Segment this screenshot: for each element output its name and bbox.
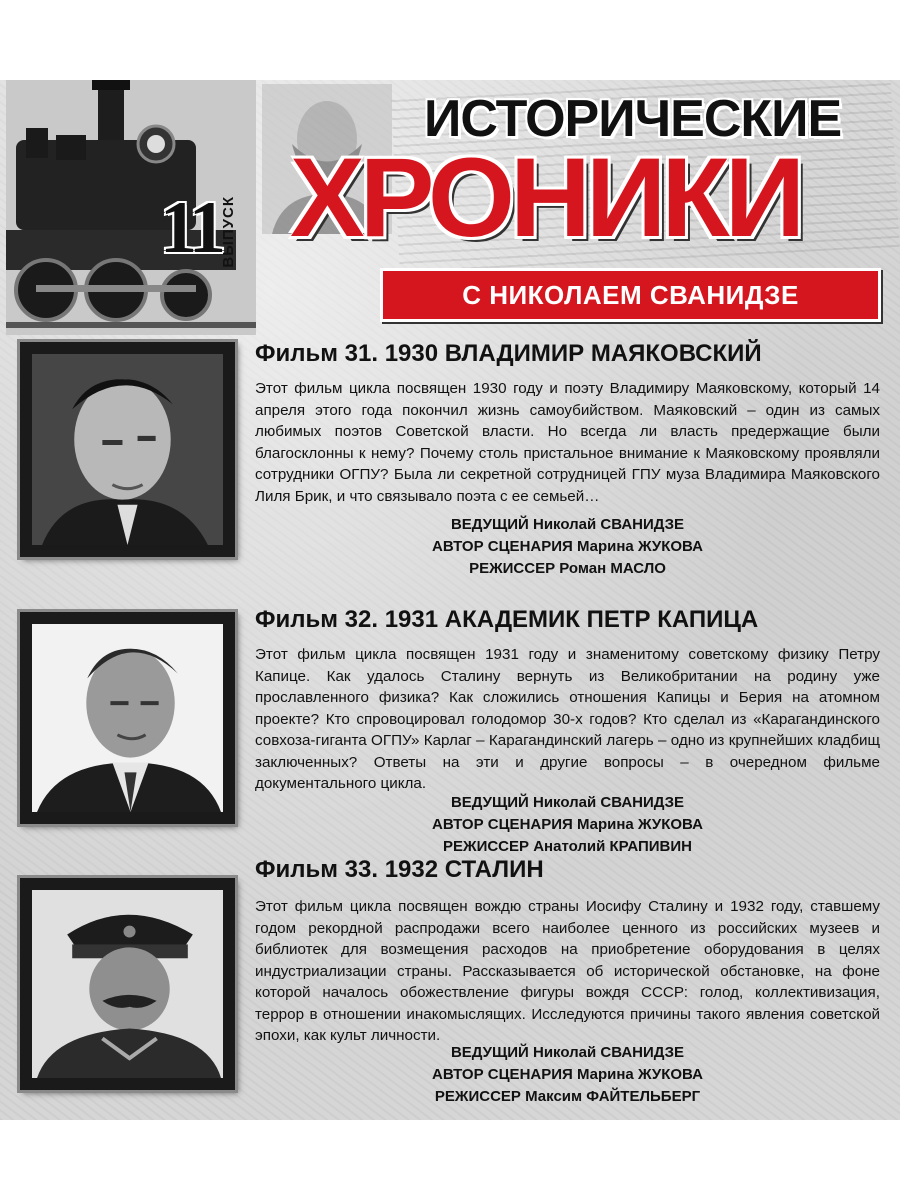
film-32-title: Фильм 32. 1931 АКАДЕМИК ПЕТР КАПИЦА bbox=[255, 606, 759, 633]
credit-writer: АВТОР СЦЕНАРИЯ Марина ЖУКОВА bbox=[432, 538, 703, 555]
issue-label: ВЫПУСК bbox=[220, 196, 237, 268]
title-main: ХРОНИКИ bbox=[290, 135, 801, 260]
credit-host: ВЕДУЩИЙ Николай СВАНИДЗЕ bbox=[450, 1044, 685, 1061]
issue-number: 11 bbox=[160, 187, 222, 269]
film-33-title: Фильм 33. 1932 СТАЛИН bbox=[255, 856, 544, 883]
issue-badge bbox=[160, 188, 260, 273]
credit-director: РЕЖИССЕР Роман МАСЛО bbox=[469, 560, 666, 577]
film-31-photo bbox=[20, 342, 235, 557]
film-32-photo bbox=[20, 612, 235, 824]
dvd-cover bbox=[0, 80, 900, 1120]
credit-host: ВЕДУЩИЙ Николай СВАНИДЗЕ bbox=[450, 794, 685, 811]
film-33-description: Этот фильм цикла посвящен вождю страны Иосифу Сталину и 1932 году, ставшему годом рекордной распродажи всего наиболее ценного из российских музеев и библиотек для возмещения расходов на приобретение оборудования в целях индустриализации страны. Рассказывается об исторической обстановке, на фоне которой началось обожествление фигуры вождя СССР: голод, коллективизация, террор в отношении инакомыслящих. Исследуются причины такого явления советской эпохи, как культ личности. bbox=[255, 898, 880, 1044]
credit-director: РЕЖИССЕР Анатолий КРАПИВИН bbox=[443, 838, 692, 855]
film-31-description: Этот фильм цикла посвящен 1930 году и поэту Владимиру Маяковскому, который 14 апреля этого года покончил жизнь самоубийством. Маяковский – один из самых любимых поэтов Советской власти. Но всегда ли власть предержащие были благосклонны к нему? Почему столь пристальное внимание к Маяковскому проявляли сотрудники ОГПУ? Была ли секретной сотрудницей ГПУ муза Владимира Маяковского Лиля Брик, и что связывало поэта с ее семьей… bbox=[255, 380, 880, 505]
film-32-credits bbox=[255, 792, 880, 858]
film-32-description: Этот фильм цикла посвящен 1931 году и знаменитому советскому физику Петру Капице. Как удалось Сталину вернуть из Великобритании на родину уже прославленного физика? Как сложились отношения Капицы и Берия на атомном проекте? Кто спровоцировал голодомор 30-х годов? Кто сделал из «Карагандинского совхоза-гиганта ОГПУ» Карлаг – Карагандинский лагерь – одно из крупнейших кладбищ заключенных? Ответы на эти и другие вопросы – в очередном фильме документального цикла. bbox=[255, 646, 880, 792]
credit-director: РЕЖИССЕР Максим ФАЙТЕЛЬБЕРГ bbox=[434, 1088, 701, 1105]
film-33-credits bbox=[255, 1042, 880, 1108]
film-33-photo bbox=[20, 878, 235, 1090]
subtitle-band: С НИКОЛАЕМ СВАНИДЗЕ bbox=[380, 268, 881, 322]
film-31-credits bbox=[255, 514, 880, 580]
credit-host: ВЕДУЩИЙ Николай СВАНИДЗЕ bbox=[450, 516, 685, 533]
credit-writer: АВТОР СЦЕНАРИЯ Марина ЖУКОВА bbox=[432, 816, 703, 833]
title-top: ИСТОРИЧЕСКИЕ bbox=[424, 90, 842, 148]
film-31-title: Фильм 31. 1930 ВЛАДИМИР МАЯКОВСКИЙ bbox=[255, 340, 762, 367]
credit-writer: АВТОР СЦЕНАРИЯ Марина ЖУКОВА bbox=[432, 1066, 703, 1083]
